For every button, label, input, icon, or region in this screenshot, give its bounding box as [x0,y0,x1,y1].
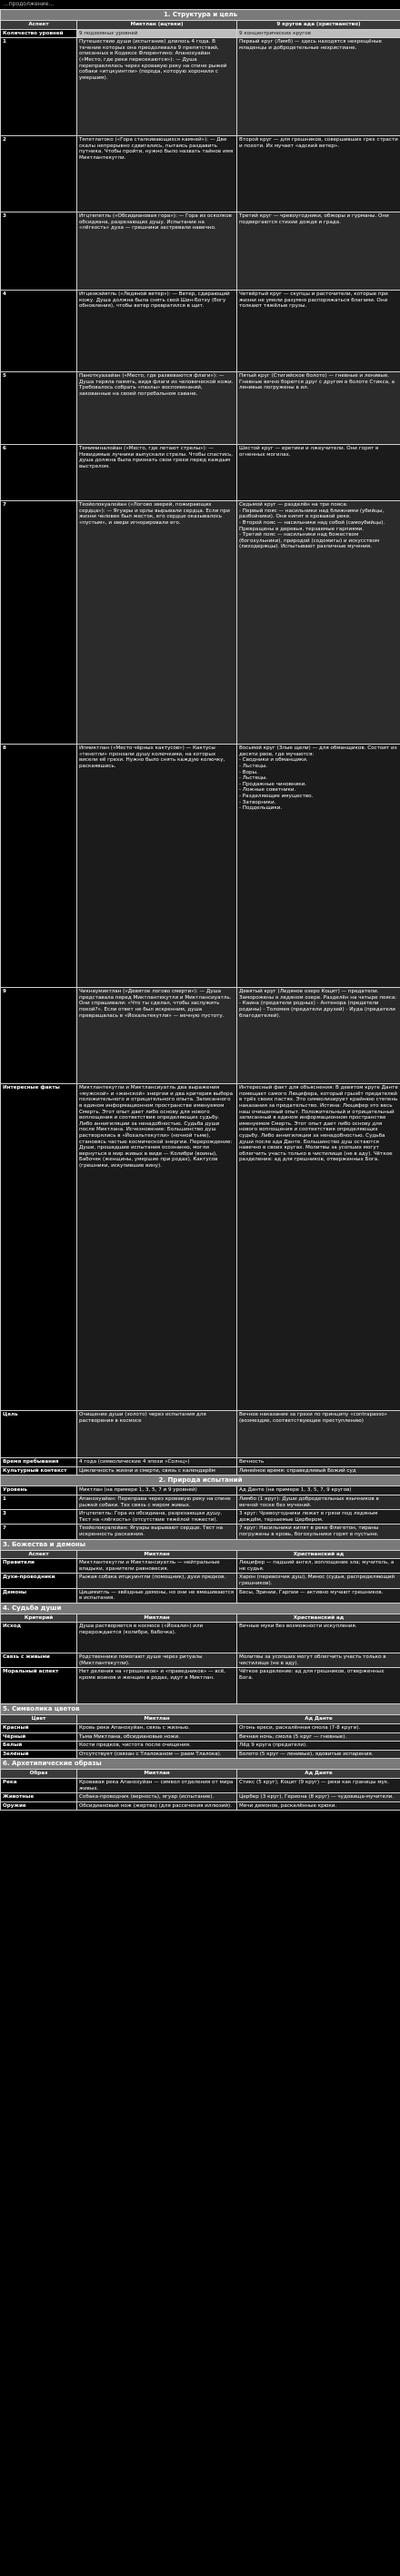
level-number: 7 [1,1525,77,1539]
row-label: Интересные факты [1,1084,77,1411]
cell: Линейное время: справедливый Божий суд [237,1466,400,1476]
section-title: 1. Структура и цель [1,10,400,21]
section-title: 2. Природа испытаний [1,1476,400,1486]
cell: Апанохуайан: Переправа через кровавую реку на спине рыжей собаки. Тех связь с миром живых. [77,1495,237,1509]
cell: 9 подземных уровней [77,29,237,38]
cell: Вечная ночь, смола (5 круг — гневные). [237,1732,400,1742]
cell: Чёткое разделение: ад для грешников, отверженных Бога. [237,1668,400,1704]
cell: Интересный факт для объяснения: В девятом круге Данте помещает самого Люцифера, который грызёт предателей в трёх своих пастях. Это символизирует крайнюю степень наказания за предательство. Истина: Люцифер это весь наш очищенный опыт. Положительный и отрицательный записанный в едином информационном пространстве именуемом Смерть. Этот опыт дает либо основу для нового воплощения и соответствия определяющих судьбу. Либо аннигиляции за ненадобностью. Судьба души после ада Данте. Большинство душ остаются навечно в своих кругах. Молитвы за усопших могут облегчить участь только в чистилище (не в аду). Чёткое разделение: ад для грешников, отверженных Бога. [237,1084,400,1411]
cell: Чикнаумиктлан («Девятое логово смерти»): — Душа представала перед Миктлантекутли и Миктлансиуатль. Они спрашивали: «Что ты сделал, чтобы заслужить покой?». Если ответ не был искренним, душа превращалась в «Йохальтекутли» — вечную пустоту. [77,988,237,1084]
row-label: Правители [1,1559,77,1574]
cell: Ад Данте (на примере 1, 3, 5, 7, 9 кругов) [237,1486,400,1495]
section-title: 3. Божества и демоны [1,1539,400,1550]
cell: Лёд 9 круга (предатели). [237,1742,400,1751]
row-label: Демоны [1,1588,77,1603]
level-number: 7 [1,501,77,745]
level-number: 3 [1,1510,77,1525]
cell: Миктлантекутли и Миктлансиуатль два выражения «мужской» и «женской» энергии и два критерия выбора положительного и отрицательного опыта. Записанного в едином информационном пространстве именуемом Смерть. Этот опыт дает либо основу для нового воплощения и соответствия определяющих судьбу. Либо аннигиляции за ненадобностью. Судьба души после Миктлана. Исчезновение: Большинство душ растворялись в «Йохальтекутли» (ночной тьме), становясь частью космической энергии. Перерождение: Души, прошедшие испытания осознанно, могли вернуться в мир живых в виде — Колибри (воины), Бабочек (женщины, умершие при родах), Кактусов (грешники, искупившие вину). [77,1084,237,1411]
cell: Молитвы за усопших могут облегчить участь только в чистилище (не в аду). [237,1653,400,1668]
row-label: Животные [1,1793,77,1802]
row-label: Чёрный [1,1732,77,1742]
col-header: Миктлан [77,1770,237,1779]
cell: Девятый круг (Ледяное озеро Коцит) — предатели. Заморожены в ледяном озере. Разделён на четыре пояса: - Каина (предатели родных) - Антенора (предатели родины) - Толомея (предатели друзей) - Иуда (предатели благодетелей). [237,988,400,1084]
cell: Очищение души (золото) через испытания для растворения в космосе [77,1411,237,1458]
level-number: 4 [1,291,77,372]
col-header: Образ [1,1770,77,1779]
cell: Стикс (5 круг), Коцит (9 круг) — реки как границы мук. [237,1779,400,1793]
col-header: Миктлан [77,1550,237,1559]
level-number: 5 [1,372,77,445]
cell: Теойолокуалойан: Ягуары вырывают сердце. Тест на искренность раскаяния. [77,1525,237,1539]
col-header: Миктлан (ацтеки) [77,21,237,30]
cell: Рыжая собака итцкуинтли (помощник), духи предков. [77,1574,237,1588]
cell: Тьма Миктлана, обсидиановые ножи. [77,1732,237,1742]
row-label: Связь с живыми [1,1653,77,1668]
cell: Цицимитль — звёздные демоны, но они не вмешиваются в испытания. [77,1588,237,1603]
cell: Цикличность жизни и смерти, связь с календарём [77,1466,237,1476]
cell: Итцтепетль («Обсидиановая гора»): — Гора из осколков обсидиана, разрезающих душу. Испытание на «лёгкость» духа — грешники застревали навечно. [77,212,237,291]
cell: Кровавая река Апанохуйан — символ отделения от мира живых. [77,1779,237,1793]
cell: Лимбо (1 круг): Души добродетельных язычников в вечной тоске без мучений. [237,1495,400,1509]
cell: Кровь реки Апанохуйан, связь с жизнью. [77,1724,237,1733]
cell: Итцтепетль: Гора из обсидиана, разрезающая душу. Тест на «лёгкость» (отсутствие тяжёлой тяжести). [77,1510,237,1525]
cell: Кости предков, чистота после очищения. [77,1742,237,1751]
row-label: Цель [1,1411,77,1458]
cell: Итцеэкэйятль («Ледяной ветер»): — Ветер, сдирающий кожу. Душа должна была снять свой Шин-Ботху (богу обновления), чтобы ветер превратился в щит. [77,291,237,372]
cell: Путешествие души (испытание) длилось 4 года. В течение которых она преодолевала 9 препятствий, описанных в Кодексе Флорентино: Апанохуайан («Место, где реки пересекаются»): — Душа переправлялась через кровавую реку на спине рыжей собаки «итцкуинтли» (порода, которую хоронили с умершим). [77,38,237,136]
cell: 4 года (символические 4 эпохи «Солнц») [77,1458,237,1467]
cell: Второй круг — для грешников, совершивших грех страсти и похоти. Их мучает «адский ветер». [237,136,400,212]
section-title: 5. Символика цветов [1,1704,400,1715]
cell: Нет деления на «грешников» и «праведников» — всё, кроме воинов и женщин в родах, идут в Миктлан. [77,1668,237,1704]
cell: Третий круг — чревоугодники, обжоры и гурманы. Они подвергаются стихии дождя и града. [237,212,400,291]
col-header: Аспект [1,21,77,30]
cell: Вечное наказание за грехи по принципу «contrapasso» (возмездие, соответствующее преступлению) [237,1411,400,1458]
col-header: Цвет [1,1715,77,1724]
cell: 3 круг: Чревоугодники лежат в грязи под ледяным дождём, терзаемые Цербером. [237,1510,400,1525]
cell: Собака-проводник (верность), ягуар (испытание). [77,1793,237,1802]
col-header: Миктлан [77,1715,237,1724]
row-label: Уровень [1,1486,77,1495]
row-label: Моральный аспект [1,1668,77,1704]
level-number: 1 [1,38,77,136]
row-label: Зелёный [1,1750,77,1759]
col-header: Христианский ад [237,1550,400,1559]
row-label: Белый [1,1742,77,1751]
row-label: Оружие [1,1801,77,1811]
cell: Мечи демонов, раскалённые крюки. [237,1801,400,1811]
cell: Тепетлатоко («Гора сталкивающихся камней»): — Две скалы непрерывно сдвигались, пытаясь раздавить путника. Чтобы пройти, нужно было назвать тайное имя Миктлантекутли. [77,136,237,212]
cell: Темиминалойан («Место, где летают стрелы»): — Невидимые лучники выпускали стрелы. Чтобы спастись, душа должна была признать свои грехи перед каждым выстрелом. [77,445,237,501]
cell: Душа растворяется в космосе («Йохали») или перерождается (колибри, бабочка). [77,1623,237,1653]
col-header: Ад Данте [237,1715,400,1724]
level-number: 9 [1,988,77,1084]
section-title: 4. Судьба души [1,1603,400,1614]
cell: Миктлан (на примере 1, 3, 5, 7 и 9 уровней) [77,1486,237,1495]
row-label: Красный [1,1724,77,1733]
cell: Пятый круг (Стигийское болото) — гневные и ленивые. Гневные вечно борются друг с другом в болоте Стикса, а ленивые погружены в ил. [237,372,400,445]
row-label: Время пребывания [1,1458,77,1467]
row-label: Река [1,1779,77,1793]
col-header: Христианский ад [237,1614,400,1623]
cell: Седьмой круг — разделён на три пояса: - Первый пояс — насильники над ближними (убийцы, разбойники). Они кипят в кровавой реке. - Второй пояс — насильники над собой (самоубийцы). Превращены в деревья, терзаемые гарпиями. - Третий пояс — насильники над божеством (богохульники), природой (содомиты) и искусством (лиходержцы). Испытывают различные мучения. [237,501,400,745]
cell: Родственники помогают душе через ритуалы (Миктлантекутли). [77,1653,237,1668]
row-label: Количество уровней [1,29,77,38]
level-number: 8 [1,745,77,988]
col-header: Ад Данте [237,1770,400,1779]
level-number: 3 [1,212,77,291]
cell: Четвёртый круг — скупцы и расточители, которые при жизни не умели разумно распоряжаться благами. Они толкают тяжёлые грузы. [237,291,400,372]
top-fragment: ...продолжение... [4,1,55,7]
cell: Цербер (3 круг), Гериона (8 круг) — чудовища-мучители. [237,1793,400,1802]
cell: Огонь ереси, раскалённая смола (7-8 круги). [237,1724,400,1733]
col-header: Миктлан [77,1614,237,1623]
col-header: Аспект [1,1550,77,1559]
col-header: 9 кругов ада (христианство) [237,21,400,30]
level-number: 2 [1,136,77,212]
col-header: Критерий [1,1614,77,1623]
cell: Шестой круг — еретики и лжеучители. Они горят в огненных могилах. [237,445,400,501]
row-label: Исход [1,1623,77,1653]
cell: Отсутствует (связан с Тлалоканом — раем Тлалока). [77,1750,237,1759]
cell: Вечные муки без возможности искупления. [237,1623,400,1653]
cell: Харон (перевозчик душ), Минос (судья, распределяющий грешников). [237,1574,400,1588]
cell: Обсидиановый нож (жертва) (для рассечения иллюзий). [77,1801,237,1811]
cell: Первый круг (Лимб) — здесь находятся некрещёные младенцы и добродетельные нехристиане. [237,38,400,136]
cell: Бесы, Эринии, Гарпии — активно мучают грешников. [237,1588,400,1603]
row-label: Духи-проводники [1,1574,77,1588]
cell: Паноткуахайан («Место, где развеваются флаги»): — Душа теряла память, видя флаги из человеческой кожи. Требовалось собрать «пазлы» воспоминаний, закованные на своей погребальном саване. [77,372,237,445]
cell: 7 круг: Насильники кипят в реке Флегетон, тираны погружены в кровь, богохульники горят в пустыне. [237,1525,400,1539]
comparison-table [0,9,400,1811]
cell: Ипмиктлан («Место чёрных кактусов») — Кактусы «тенотли» пронзали душу колючками, на которых висели её грехи. Нужно было снять каждую колючку, раскаявшись. [77,745,237,988]
cell: Люцифер — падший ангел, воплощение зла; мучитель, а не судья. [237,1559,400,1574]
section-title: 6. Архетипические образы [1,1759,400,1770]
cell: Болото (5 круг — ленивые), ядовитые испарения. [237,1750,400,1759]
cell: Теойолокуалойан («Логово зверей, пожирающих сердца»): — Ягуары и орлы вырывали сердца. Если при жизни человек был жесток, его сердце оказывалось «пустым», и звери игнорировали его. [77,501,237,745]
level-number: 6 [1,445,77,501]
cell: Восьмой круг (Злые щели) — для обманщиков. Состоит из десяти рвов, где мучаются: - Сводники и обманщики. - Льстецы. - Воры. - Льстецы. - Продажные чиновники. - Ложные советники. - Разделяющие имущество. - Затворники. - Поддельщики. [237,745,400,988]
row-label: Культурный контекст [1,1466,77,1476]
level-number: 1 [1,1495,77,1509]
cell: Вечность [237,1458,400,1467]
cell: Миктлантекутли и Миктлансиуатль — нейтральные владыки, хранители равновесия. [77,1559,237,1574]
cell: 9 концентрических кругов [237,29,400,38]
